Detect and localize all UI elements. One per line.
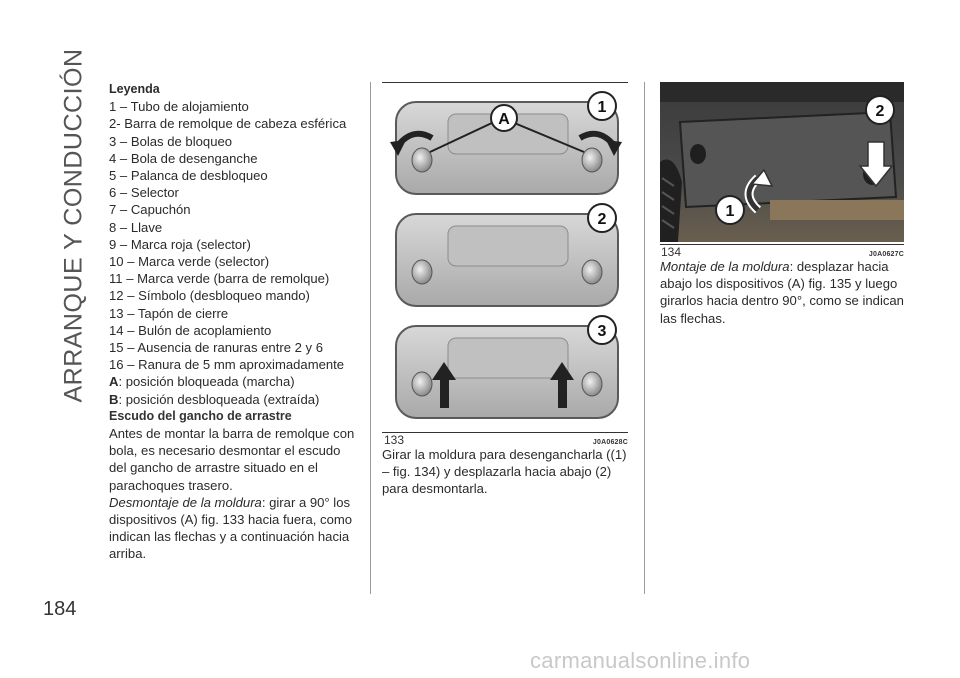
- legend-item: 5 – Palanca de desbloqueo: [109, 168, 268, 184]
- position-b-text: : posición desbloqueada (extraída): [118, 391, 320, 407]
- step-mounting-text: : desplazar hacia abajo los dispositivos (A) fig. 135 y luego girarlos hacia dentro 90°, como se indican las flechas.: [660, 259, 904, 326]
- legend-position-a: [109, 373, 361, 390]
- legend-item: 3 – Bolas de bloqueo: [109, 133, 233, 149]
- legend-item: 14 – Bulón de acoplamiento: [109, 322, 272, 338]
- position-a-text: : posición bloqueada (marcha): [118, 374, 295, 390]
- figure-133-label-a: A: [498, 111, 510, 128]
- legend-title: Leyenda: [109, 82, 160, 96]
- legend-item: 10 – Marca verde (selector): [109, 254, 270, 270]
- figure-134-number: 134: [661, 245, 682, 259]
- chapter-title-text: ARRANQUE Y CONDUCCIÓN: [59, 47, 88, 403]
- legend-item: 6 – Selector: [109, 185, 179, 201]
- figure-134-label-2: 2: [875, 103, 885, 120]
- legend-item: 11 – Marca verde (barra de remolque): [109, 271, 330, 287]
- chapter-side-title: [57, 47, 91, 403]
- section-step-mounting: [660, 258, 908, 327]
- figure-134-code: J0A0627C: [868, 251, 904, 258]
- position-b-key: B: [109, 391, 119, 407]
- step-removal-title: Desmontaje de la moldura: [109, 494, 262, 510]
- molding-panel-3: [396, 316, 618, 418]
- legend-item: 12 – Símbolo (desbloqueo mando): [109, 288, 310, 304]
- figure-134-label-1: 1: [725, 203, 735, 220]
- figure-133-label-2: 2: [597, 211, 607, 228]
- figure-133-caption: [384, 433, 628, 447]
- column-3-text: [660, 258, 908, 327]
- figure-133-number: 133: [384, 433, 405, 447]
- page-number: 184: [43, 598, 77, 620]
- legend-item: 8 – Llave: [109, 219, 163, 235]
- legend-item: 7 – Capuchón: [109, 202, 191, 218]
- section-intro: Antes de montar la barra de remolque con bola, es necesario desmontar el escudo del gancho de arrastre situado en el parachoques trasero.: [109, 426, 355, 493]
- legend-item: 2- Barra de remolque de cabeza esférica: [109, 116, 347, 132]
- legend-item: 15 – Ausencia de ranuras entre 2 y 6: [109, 340, 324, 356]
- figure-133-illustration: [386, 86, 626, 432]
- legend-item: 13 – Tapón de cierre: [109, 305, 229, 321]
- legend-item: 16 – Ranura de 5 mm aproximadamente: [109, 357, 345, 373]
- legend-item: 9 – Marca roja (selector): [109, 236, 251, 252]
- column-divider-2: [644, 82, 645, 594]
- column-divider-1: [370, 82, 371, 594]
- position-a-key: A: [109, 374, 119, 390]
- figure-133-instruction: Girar la moldura para desengancharla ((1) – fig. 134) y desplazarla hacia abajo (2) para desmontarla.: [382, 447, 627, 497]
- figure-133-label-1: 1: [597, 99, 607, 116]
- column-2-text: [382, 446, 632, 498]
- section-step-removal: [109, 494, 361, 563]
- figure-133-top-rule: [382, 82, 628, 83]
- figure-133-label-3: 3: [597, 323, 607, 340]
- molding-panel-2: [396, 204, 618, 306]
- column-1-text: [109, 81, 361, 563]
- figure-133-code: J0A0628C: [592, 439, 628, 446]
- legend-item: 4 – Bola de desenganche: [109, 150, 258, 166]
- watermark-text: carmanualsonline.info: [530, 648, 751, 673]
- step-mounting-title: Montaje de la moldura: [660, 259, 790, 274]
- figure-134-photo: [660, 82, 904, 242]
- molding-panel-1: [390, 92, 622, 194]
- figure-134-caption: [661, 245, 904, 259]
- legend-position-b: [109, 391, 361, 408]
- section-heading: Escudo del gancho de arrastre: [109, 408, 292, 423]
- step-removal-text: : girar a 90° los dispositivos (A) fig. 133 hacia fuera, como indican las flechas y a continuación hacia arriba.: [109, 494, 353, 562]
- legend-item: 1 – Tubo de alojamiento: [109, 99, 249, 115]
